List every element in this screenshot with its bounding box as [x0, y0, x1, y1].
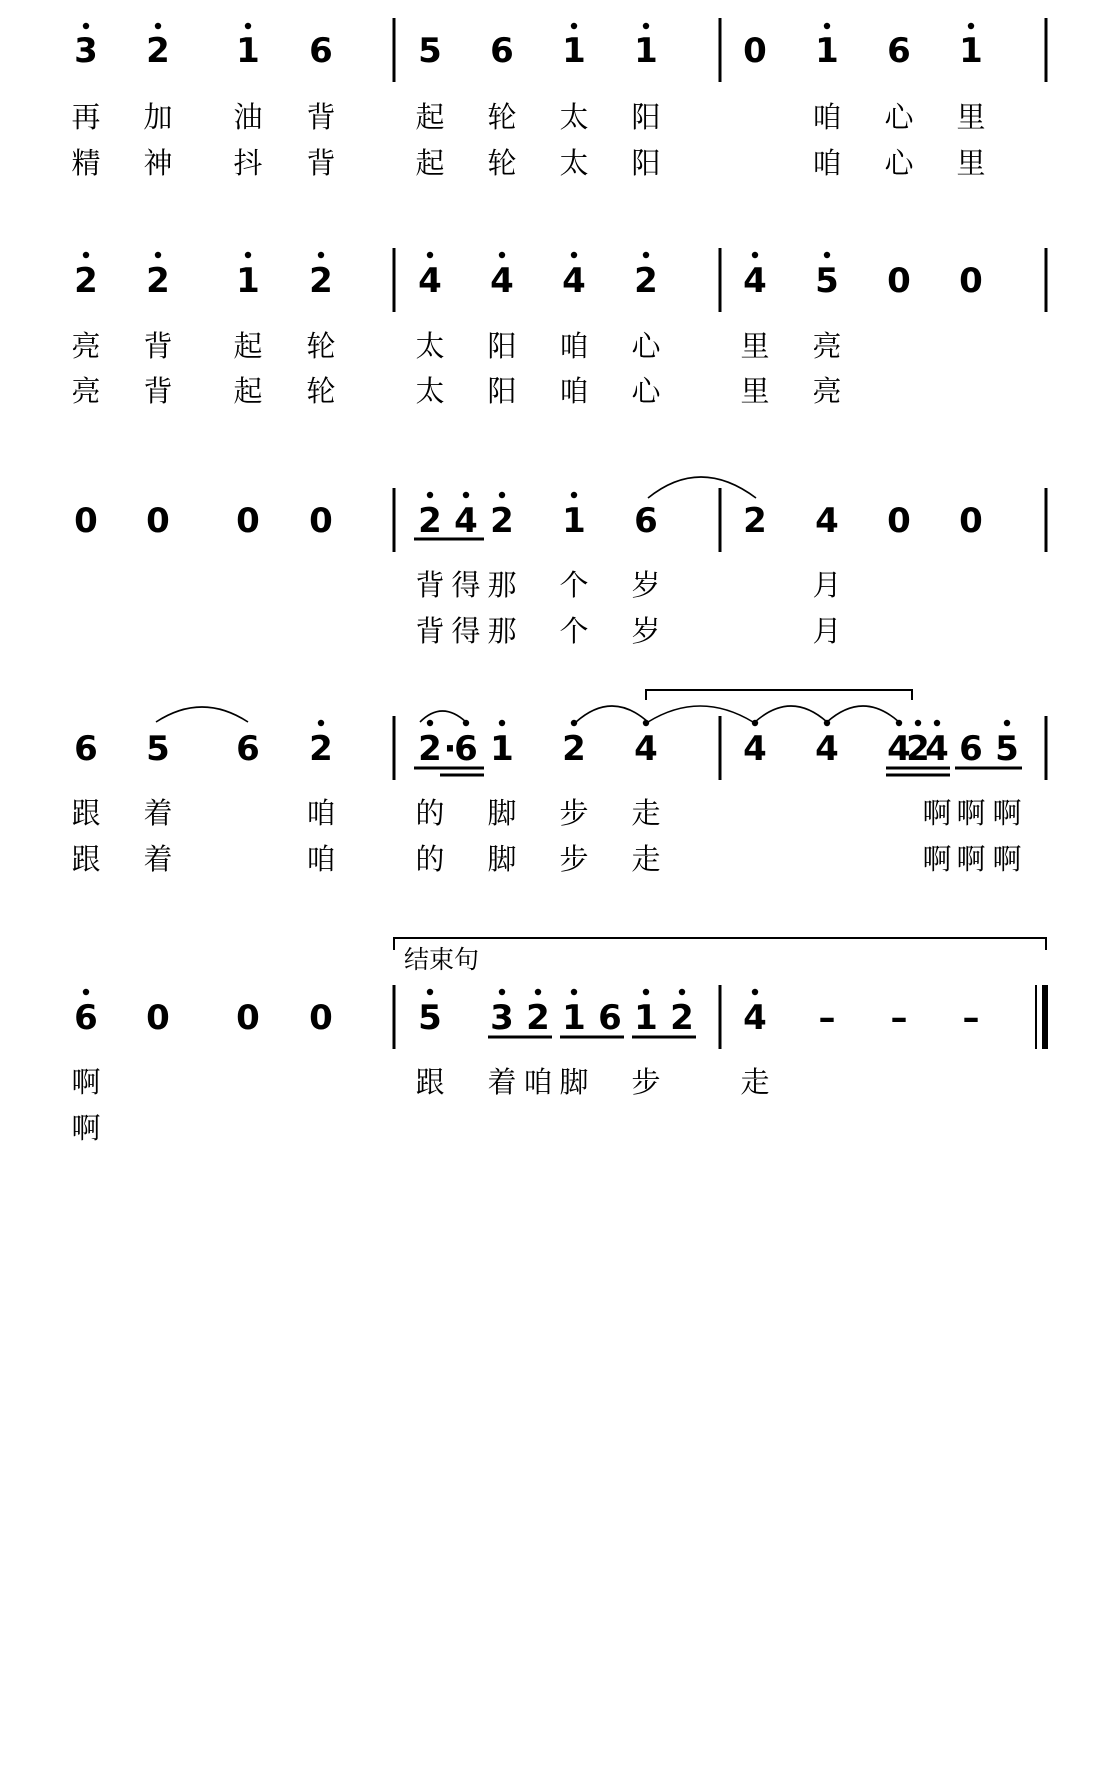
lyric: 得	[451, 568, 481, 602]
lyric: 太	[415, 374, 445, 408]
note: 4	[743, 261, 767, 301]
lyric: 咱	[559, 329, 589, 363]
lyric: 啊	[992, 842, 1022, 876]
lyric: 油	[233, 100, 263, 134]
lyric: 啊	[71, 1111, 101, 1145]
octave-dot	[571, 252, 577, 258]
staff-system-4	[71, 690, 1046, 876]
lyric: 心	[631, 329, 661, 363]
lyric: 的	[415, 796, 445, 830]
lyric: 步	[559, 796, 589, 830]
lyric: 跟	[71, 796, 101, 830]
staff-system-1	[71, 18, 1046, 180]
octave-dot	[752, 989, 758, 995]
note: 1	[815, 31, 839, 71]
note: 1	[562, 31, 586, 71]
note: 6	[490, 31, 514, 71]
note: 6	[634, 501, 658, 541]
octave-dot	[155, 23, 161, 29]
lyric: 啊	[922, 842, 952, 876]
note: 6	[887, 31, 911, 71]
note: 2	[309, 261, 333, 301]
note: 2	[309, 729, 333, 769]
slur-tie	[576, 706, 648, 722]
octave-dot	[427, 989, 433, 995]
phrase-bracket	[646, 690, 912, 700]
lyric: 岁	[631, 614, 661, 648]
staff-system-3	[74, 477, 1046, 648]
lyric: 里	[956, 100, 986, 134]
lyric: 脚	[487, 842, 517, 876]
lyric: 轮	[487, 146, 517, 180]
lyric: 亮	[812, 329, 842, 363]
note: 1	[236, 31, 260, 71]
note: 1	[634, 998, 658, 1038]
note: 5	[418, 998, 442, 1038]
octave-dot	[427, 720, 433, 726]
lyric: 个	[559, 614, 589, 648]
lyric: 精	[71, 146, 101, 180]
lyric: 月	[812, 568, 842, 602]
lyric: 阳	[631, 100, 661, 134]
octave-dot	[318, 252, 324, 258]
lyric: 月	[812, 614, 842, 648]
lyric: 再	[71, 100, 101, 134]
octave-dot	[499, 252, 505, 258]
note: 2	[906, 729, 930, 769]
ending-label: 结束句	[404, 945, 480, 974]
note: 1	[562, 501, 586, 541]
note: 1	[634, 31, 658, 71]
lyric: 阳	[487, 329, 517, 363]
note: 2	[146, 261, 170, 301]
octave-dot	[427, 252, 433, 258]
note: 2	[490, 501, 514, 541]
note: 2	[418, 729, 442, 769]
octave-dot	[427, 492, 433, 498]
note: 6	[598, 998, 622, 1038]
lyric: 那	[487, 568, 517, 602]
lyric: 咱	[306, 842, 336, 876]
octave-dot	[934, 720, 940, 726]
note: –	[962, 998, 980, 1038]
octave-dot	[571, 23, 577, 29]
lyric: 心	[884, 100, 914, 134]
note: 1	[490, 729, 514, 769]
note: 0	[309, 998, 333, 1038]
note: 6	[454, 729, 478, 769]
lyric: 那	[487, 614, 517, 648]
lyric: 太	[559, 146, 589, 180]
lyric: 步	[631, 1065, 661, 1099]
lyric: 背	[415, 614, 445, 648]
lyric: 起	[233, 329, 263, 363]
lyric: 轮	[306, 374, 336, 408]
note: 0	[887, 261, 911, 301]
lyric: 啊	[922, 796, 952, 830]
lyric: 背	[415, 568, 445, 602]
lyric: 岁	[631, 568, 661, 602]
lyric: 步	[559, 842, 589, 876]
note: 5	[995, 729, 1019, 769]
note: 2	[562, 729, 586, 769]
slur-tie	[420, 711, 466, 722]
note: 0	[146, 998, 170, 1038]
octave-dot	[245, 252, 251, 258]
octave-dot	[824, 252, 830, 258]
note: 0	[887, 501, 911, 541]
note: 2	[526, 998, 550, 1038]
lyric: 亮	[812, 374, 842, 408]
lyric: 的	[415, 842, 445, 876]
note: 6	[309, 31, 333, 71]
lyric: 着	[143, 796, 173, 830]
lyric: 走	[740, 1065, 770, 1099]
note: 4	[815, 729, 839, 769]
lyric: 加	[143, 100, 173, 134]
lyric: 得	[451, 614, 481, 648]
lyric: 亮	[71, 329, 101, 363]
note: 4	[887, 729, 911, 769]
note: 4	[454, 501, 478, 541]
octave-dot	[824, 23, 830, 29]
lyric: 阳	[631, 146, 661, 180]
octave-dot	[318, 720, 324, 726]
note: 6	[74, 729, 98, 769]
lyric: 心	[631, 374, 661, 408]
lyric: 咱	[812, 100, 842, 134]
lyric: 咱	[559, 374, 589, 408]
note: 4	[925, 729, 949, 769]
octave-dot	[679, 989, 685, 995]
octave-dot	[643, 989, 649, 995]
lyric: 里	[740, 329, 770, 363]
note: 2	[418, 501, 442, 541]
octave-dot	[915, 720, 921, 726]
lyric: 脚	[487, 796, 517, 830]
lyric: 走	[631, 842, 661, 876]
note: 0	[743, 31, 767, 71]
octave-dot	[83, 23, 89, 29]
lyric: 啊	[956, 842, 986, 876]
octave-dot	[643, 23, 649, 29]
slur-tie	[648, 706, 753, 722]
note: 4	[418, 261, 442, 301]
note: ·	[443, 729, 457, 769]
lyric: 咱	[306, 796, 336, 830]
note: 2	[743, 501, 767, 541]
lyric: 轮	[306, 329, 336, 363]
note: 2	[634, 261, 658, 301]
lyric: 起	[233, 374, 263, 408]
lyric: 着	[143, 842, 173, 876]
note: 0	[236, 501, 260, 541]
note: 2	[74, 261, 98, 301]
octave-dot	[83, 989, 89, 995]
octave-dot	[968, 23, 974, 29]
lyric: 啊	[992, 796, 1022, 830]
octave-dot	[499, 720, 505, 726]
note: 4	[562, 261, 586, 301]
lyric: 心	[884, 146, 914, 180]
note: 4	[634, 729, 658, 769]
lyric: 里	[740, 374, 770, 408]
note: 0	[74, 501, 98, 541]
octave-dot	[752, 252, 758, 258]
lyric: 背	[143, 329, 173, 363]
lyric: 起	[415, 146, 445, 180]
lyric: 啊	[956, 796, 986, 830]
lyric: 阳	[487, 374, 517, 408]
octave-dot	[499, 989, 505, 995]
octave-dot	[571, 492, 577, 498]
note: 1	[562, 998, 586, 1038]
octave-dot	[155, 252, 161, 258]
lyric: 咱	[523, 1065, 553, 1099]
lyric: 背	[306, 100, 336, 134]
note: 1	[236, 261, 260, 301]
lyric: 抖	[233, 146, 263, 180]
note: 0	[959, 501, 983, 541]
note: 5	[418, 31, 442, 71]
lyric: 起	[415, 100, 445, 134]
slur-tie	[827, 706, 899, 722]
lyric: 里	[956, 146, 986, 180]
note: 6	[959, 729, 983, 769]
note: 6	[74, 998, 98, 1038]
note: 0	[959, 261, 983, 301]
lyric: 咱	[812, 146, 842, 180]
octave-dot	[571, 989, 577, 995]
lyric: 跟	[415, 1065, 445, 1099]
octave-dot	[499, 492, 505, 498]
octave-dot	[1004, 720, 1010, 726]
lyric: 太	[415, 329, 445, 363]
note: 2	[670, 998, 694, 1038]
octave-dot	[245, 23, 251, 29]
note: 4	[815, 501, 839, 541]
lyric: 轮	[487, 100, 517, 134]
octave-dot	[463, 492, 469, 498]
octave-dot	[535, 989, 541, 995]
ending-bracket	[394, 938, 1046, 950]
note: 0	[236, 998, 260, 1038]
lyric: 背	[143, 374, 173, 408]
note: –	[890, 998, 908, 1038]
lyric: 走	[631, 796, 661, 830]
staff-system-5	[71, 938, 1046, 1145]
lyric: 着	[487, 1065, 517, 1099]
note: 5	[815, 261, 839, 301]
note: 2	[146, 31, 170, 71]
slur-tie	[648, 477, 756, 498]
staff-system-2	[71, 248, 1046, 408]
lyric: 跟	[71, 842, 101, 876]
lyric: 个	[559, 568, 589, 602]
lyric: 太	[559, 100, 589, 134]
note: 1	[959, 31, 983, 71]
note: 6	[236, 729, 260, 769]
slur-tie	[156, 707, 248, 722]
note: 4	[490, 261, 514, 301]
note: 4	[743, 729, 767, 769]
note: 0	[309, 501, 333, 541]
lyric: 啊	[71, 1065, 101, 1099]
lyric: 背	[306, 146, 336, 180]
octave-dot	[83, 252, 89, 258]
slur-tie	[755, 706, 827, 722]
lyric: 亮	[71, 374, 101, 408]
lyric: 脚	[559, 1065, 589, 1099]
lyric: 神	[143, 146, 173, 180]
note: 0	[146, 501, 170, 541]
note: 5	[146, 729, 170, 769]
note: 3	[490, 998, 514, 1038]
note: 3	[74, 31, 98, 71]
octave-dot	[643, 252, 649, 258]
note: –	[818, 998, 836, 1038]
note: 4	[743, 998, 767, 1038]
